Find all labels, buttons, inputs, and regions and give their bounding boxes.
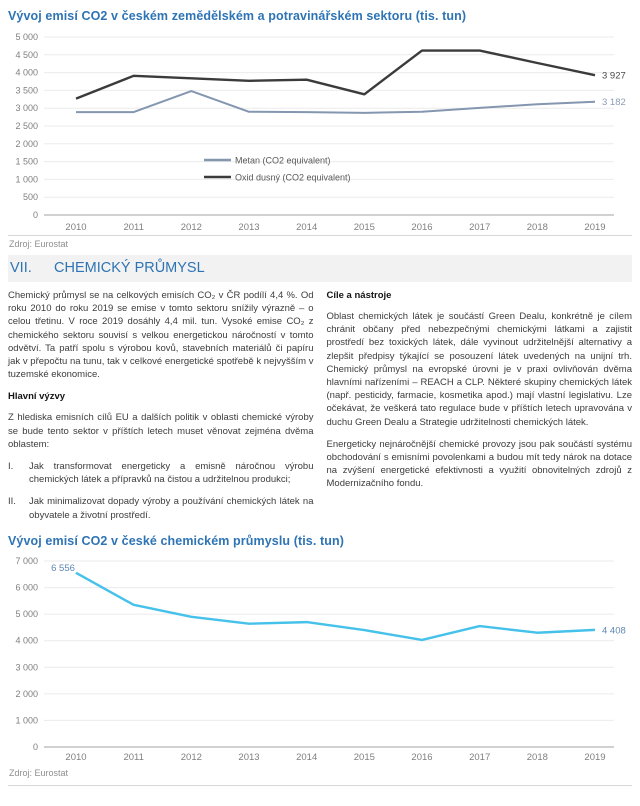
- legend-label: Metan (CO2 equivalent): [235, 155, 331, 166]
- chart2-block: [8, 534, 632, 786]
- list-item-text: Jak minimalizovat dopady výroby a používání chemických látek na obyvatele a životní prostředí.: [29, 496, 314, 521]
- ytick-label: 6 000: [15, 582, 38, 593]
- ytick-label: 4 000: [15, 67, 38, 78]
- ytick-label: 3 000: [15, 103, 38, 114]
- ytick-label: 2 000: [15, 688, 38, 699]
- xtick-label: 2017: [469, 751, 491, 763]
- xtick-label: 2018: [526, 751, 548, 763]
- right-column: [327, 289, 633, 531]
- xtick-label: 2019: [584, 751, 606, 763]
- ytick-label: 5 000: [15, 608, 38, 619]
- xtick-label: 2019: [584, 222, 606, 233]
- chart1-title: Vývoj emisí CO2 v českém zemědělském a potravinářském sektoru (tis. tun): [8, 9, 467, 23]
- xtick-label: 2012: [180, 222, 202, 233]
- series-line: [76, 91, 595, 113]
- xtick-label: 2010: [65, 751, 87, 763]
- xtick-label: 2014: [296, 751, 318, 763]
- right-paragraph-1: Oblast chemických látek je součástí Green Dealu, konkrétně je cílem chránit občany před nebezpečnými chemickými látkami a zajistit prostředí bez toxických látek, dále vyvinout udržitelnější alternativy a zlepšit předpisy týkající se posouzení látek uvedených na unijní trh. Chemický průmysl na evropské úrovni je v praxi ovlivňován dvěma hlavními nařízeními – REACH a CLP. Některé skupiny chemických látek (např. pesticidy, farmacie, kosmetika apod.) mají vlastní legislativu. Lze očekávat, že veškerá tato regulace bude v příštích letech upravována v duchu Green Dealu a Strategie udržitelnosti chemických látek.: [326, 311, 632, 428]
- section-title: CHEMICKÝ PRŮMYSL: [54, 260, 205, 276]
- xtick-label: 2011: [123, 751, 144, 763]
- page-bottom-divider: [8, 785, 632, 786]
- xtick-label: 2016: [411, 751, 433, 763]
- list-item: [8, 495, 314, 521]
- ytick-label: 4 500: [15, 49, 38, 60]
- right-paragraph-2: Energeticky nejnáročnější chemické provozy jsou pak součástí systému obchodování s emisními povolenkami a budou mít tedy nárok na dotace na zvýšení energetické efektivnosti a využití obnovitelných zdrojů z Modernizačního fondu.: [326, 438, 632, 490]
- series-line: [76, 51, 595, 99]
- ytick-label: 3 500: [15, 85, 38, 96]
- ytick-label: 1 000: [15, 174, 38, 185]
- xtick-label: 2017: [469, 222, 491, 233]
- xtick-label: 2015: [353, 751, 375, 763]
- body-columns: [8, 289, 632, 531]
- chart1-canvas: [8, 29, 632, 235]
- list-item-marker: II.: [8, 496, 16, 508]
- ytick-label: 1 000: [15, 715, 38, 726]
- list-item-marker: I.: [8, 461, 14, 473]
- right-subheading: Cíle a nástroje: [326, 290, 392, 301]
- series-end-label: 3 927: [602, 70, 626, 82]
- ytick-label: 4 000: [15, 635, 38, 646]
- chart1-source: Zdroj: Eurostat: [9, 239, 69, 249]
- xtick-label: 2013: [238, 751, 260, 763]
- ytick-label: 7 000: [15, 555, 38, 566]
- ytick-label: 5 000: [15, 32, 38, 42]
- series-end-label: 4 408: [602, 625, 626, 637]
- chart1-block: [8, 9, 632, 254]
- xtick-label: 2013: [238, 222, 260, 233]
- chart2-source: Zdroj: Eurostat: [9, 767, 69, 778]
- xtick-label: 2011: [123, 222, 144, 233]
- ytick-label: 0: [32, 741, 38, 752]
- chart2-canvas: [8, 553, 632, 765]
- ytick-label: 3 000: [15, 662, 38, 673]
- section-heading: [8, 255, 632, 282]
- xtick-label: 2014: [296, 222, 318, 233]
- xtick-label: 2012: [180, 751, 202, 763]
- left-paragraph-2: Z hlediska emisních cílů EU a dalších politik v oblasti chemické výroby se bude tento sektor v příštích letech muset věnovat zejména dvěma oblastem:: [8, 412, 314, 450]
- xtick-label: 2016: [411, 222, 433, 233]
- left-paragraph-1: Chemický průmysl se na celkových emisích CO₂ v ČR podílí 4,4 %. Od roku 2010 do roku 2019 se emise v tomto sektoru snížily výrazně – o celou třetinu. V roce 2019 dosáhly 4,4 mil. tun. Vysoké emise CO₂ z chemického sektoru souvisí s velkou energetickou náročností v tomto odvětví. Ta patří spolu s výrobou kovů, stavebních materiálů či papíru jak v přepočtu na tunu, tak v celkové energetické spotřebě k nejvyšším v tuzemské ekonomice.: [8, 290, 314, 381]
- xtick-label: 2010: [65, 222, 87, 233]
- legend-label: Oxid dusný (CO2 equivalent): [235, 172, 351, 183]
- ytick-label: 1 500: [15, 156, 38, 167]
- left-column: [8, 289, 314, 531]
- ytick-label: 500: [22, 192, 38, 203]
- list-item-text: Jak transformovat energeticky a emisně náročnou výrobu chemických látek a přípravků na čistou a udržitelnou produkci;: [29, 461, 314, 486]
- left-subheading: Hlavní výzvy: [8, 391, 66, 403]
- ytick-label: 2 500: [15, 121, 38, 131]
- xtick-label: 2018: [526, 222, 548, 233]
- list-item: [8, 460, 314, 486]
- chart2-title: Vývoj emisí CO2 v české chemickém průmyslu (tis. tun): [8, 533, 344, 548]
- series-line: [76, 573, 595, 640]
- section-number: VII.: [10, 260, 32, 276]
- series-start-label: 6 556: [51, 562, 75, 574]
- ytick-label: 2 000: [15, 138, 38, 149]
- xtick-label: 2015: [353, 222, 375, 233]
- series-end-label: 3 182: [602, 97, 626, 109]
- ytick-label: 0: [32, 210, 38, 220]
